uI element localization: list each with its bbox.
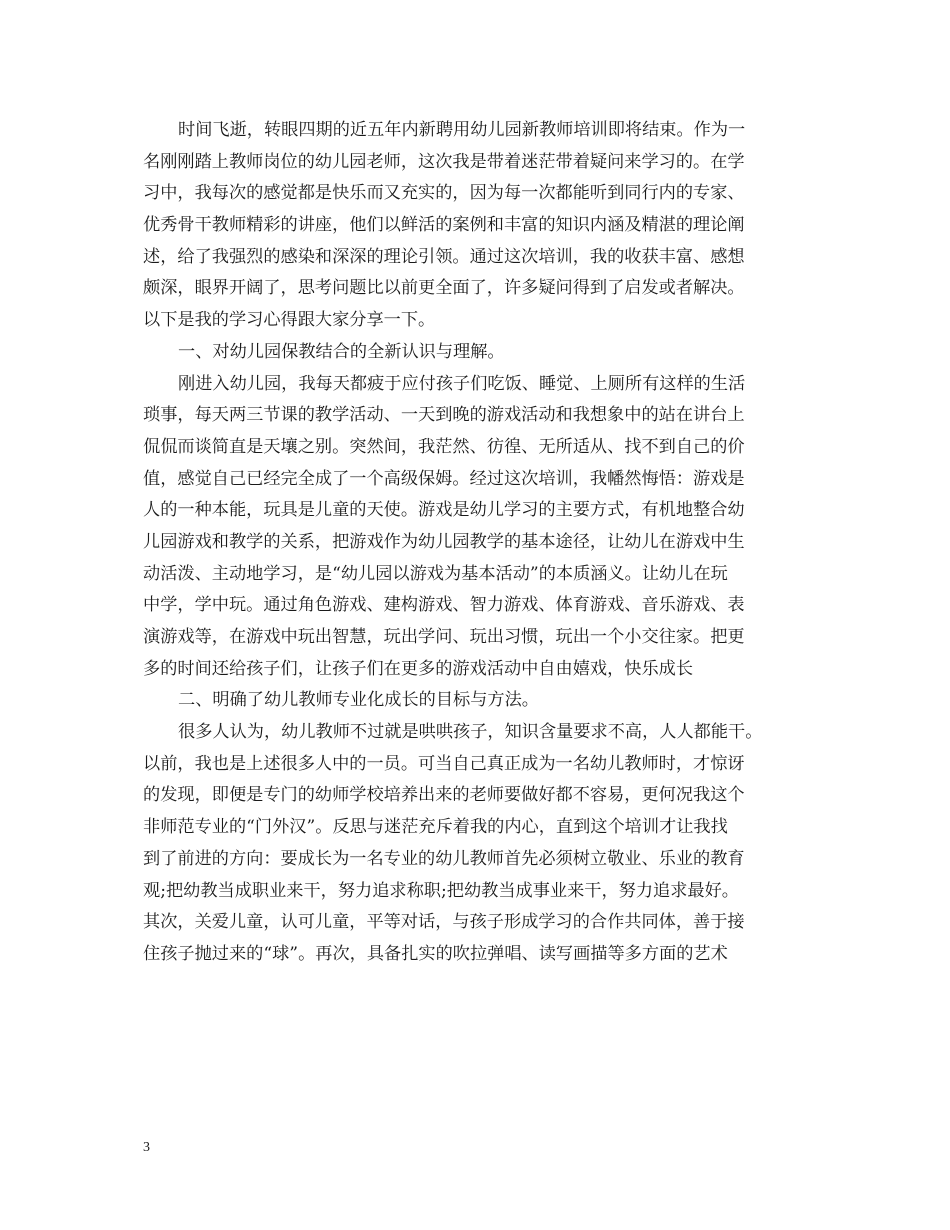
- text-line: 侃侃而谈简直是天壤之别。突然间，我茫然、彷徨、无所适从、找不到自己的价: [143, 436, 745, 457]
- text-line: 时间飞逝，转眼四期的近五年内新聘用幼儿园新教师培训即将结束。作为一: [178, 120, 746, 140]
- text-line: 以下是我的学习心得跟大家分享一下。: [143, 310, 436, 331]
- text-line: 很多人认为，幼儿教师不过就是哄哄孩子，知识含量要求不高，人人都能干。: [178, 722, 763, 743]
- text-line: 名刚刚踏上教师岗位的幼儿园老师，这次我是带着迷茫带着疑问来学习的。在学: [143, 151, 745, 172]
- text-line: 刚进入幼儿园，我每天都疲于应付孩子们吃饭、睡觉、上厕所有这样的生活: [178, 373, 746, 394]
- text-line: 观;把幼教当成职业来干，努力追求称职;把幼教当成事业来干，努力追求最好。: [143, 880, 739, 901]
- text-line: 优秀骨干教师精彩的讲座，他们以鲜活的案例和丰富的知识内涵及精湛的理论阐: [143, 215, 745, 236]
- text-line: 述，给了我强烈的感染和深深的理论引领。通过这次培训，我的收获丰富、感想: [143, 246, 745, 267]
- text-line: 二、明确了幼儿教师专业化成长的目标与方法。: [178, 690, 539, 711]
- text-line: 演游戏等，在游戏中玩出智慧，玩出学问、玩出习惯，玩出一个小交往家。把更: [143, 627, 745, 647]
- text-line: 动活泼、主动地学习，是“幼儿园以游戏为基本活动”的本质涵义。让幼儿在玩: [143, 563, 728, 584]
- text-line: 一、对幼儿园保教结合的全新认识与理解。: [178, 341, 505, 362]
- text-line: 琐事，每天两三节课的教学活动、一天到晚的游戏活动和我想象中的站在讲台上: [143, 405, 745, 426]
- text-line: 人的一种本能，玩具是儿童的天使。游戏是幼儿学习的主要方式，有机地整合幼: [143, 500, 745, 521]
- text-line: 多的时间还给孩子们，让孩子们在更多的游戏活动中自由嬉戏，快乐成长: [143, 658, 694, 679]
- text-line: 其次，关爱儿童，认可儿童，平等对话，与孩子形成学习的合作共同体，善于接: [143, 912, 745, 933]
- text-line: 颇深，眼界开阔了，思考问题比以前更全面了，许多疑问得到了启发或者解决。: [143, 278, 745, 299]
- text-line: 值，感觉自己已经完全成了一个高级保姆。经过这次培训，我幡然悔悟：游戏是: [143, 468, 745, 489]
- text-line: 习中，我每次的感觉都是快乐而又充实的，因为每一次都能听到同行内的专家、: [143, 183, 745, 204]
- text-line: 中学，学中玩。通过角色游戏、建构游戏、智力游戏、体育游戏、音乐游戏、表: [143, 595, 745, 616]
- text-line: 到了前进的方向：要成长为一名专业的幼儿教师首先必须树立敬业、乐业的教育: [143, 848, 745, 869]
- text-line: 儿园游戏和教学的关系，把游戏作为幼儿园教学的基本途径，让幼儿在游戏中生: [143, 531, 745, 552]
- body-text: [143, 115, 808, 971]
- text-line: 的发现，即便是专门的幼师学校培养出来的老师要做好都不容易，更何况我这个: [143, 785, 745, 806]
- text-line: 非师范专业的“门外汉”。反思与迷茫充斥着我的内心，直到这个培训才让我找: [143, 817, 728, 838]
- page-number: 3: [143, 1140, 150, 1155]
- text-line: 以前，我也是上述很多人中的一员。可当自己真正成为一名幼儿教师时，才惊讶: [143, 753, 745, 774]
- text-line: 住孩子抛过来的“球”。再次，具备扎实的吹拉弹唱、读写画描等多方面的艺术: [143, 943, 728, 964]
